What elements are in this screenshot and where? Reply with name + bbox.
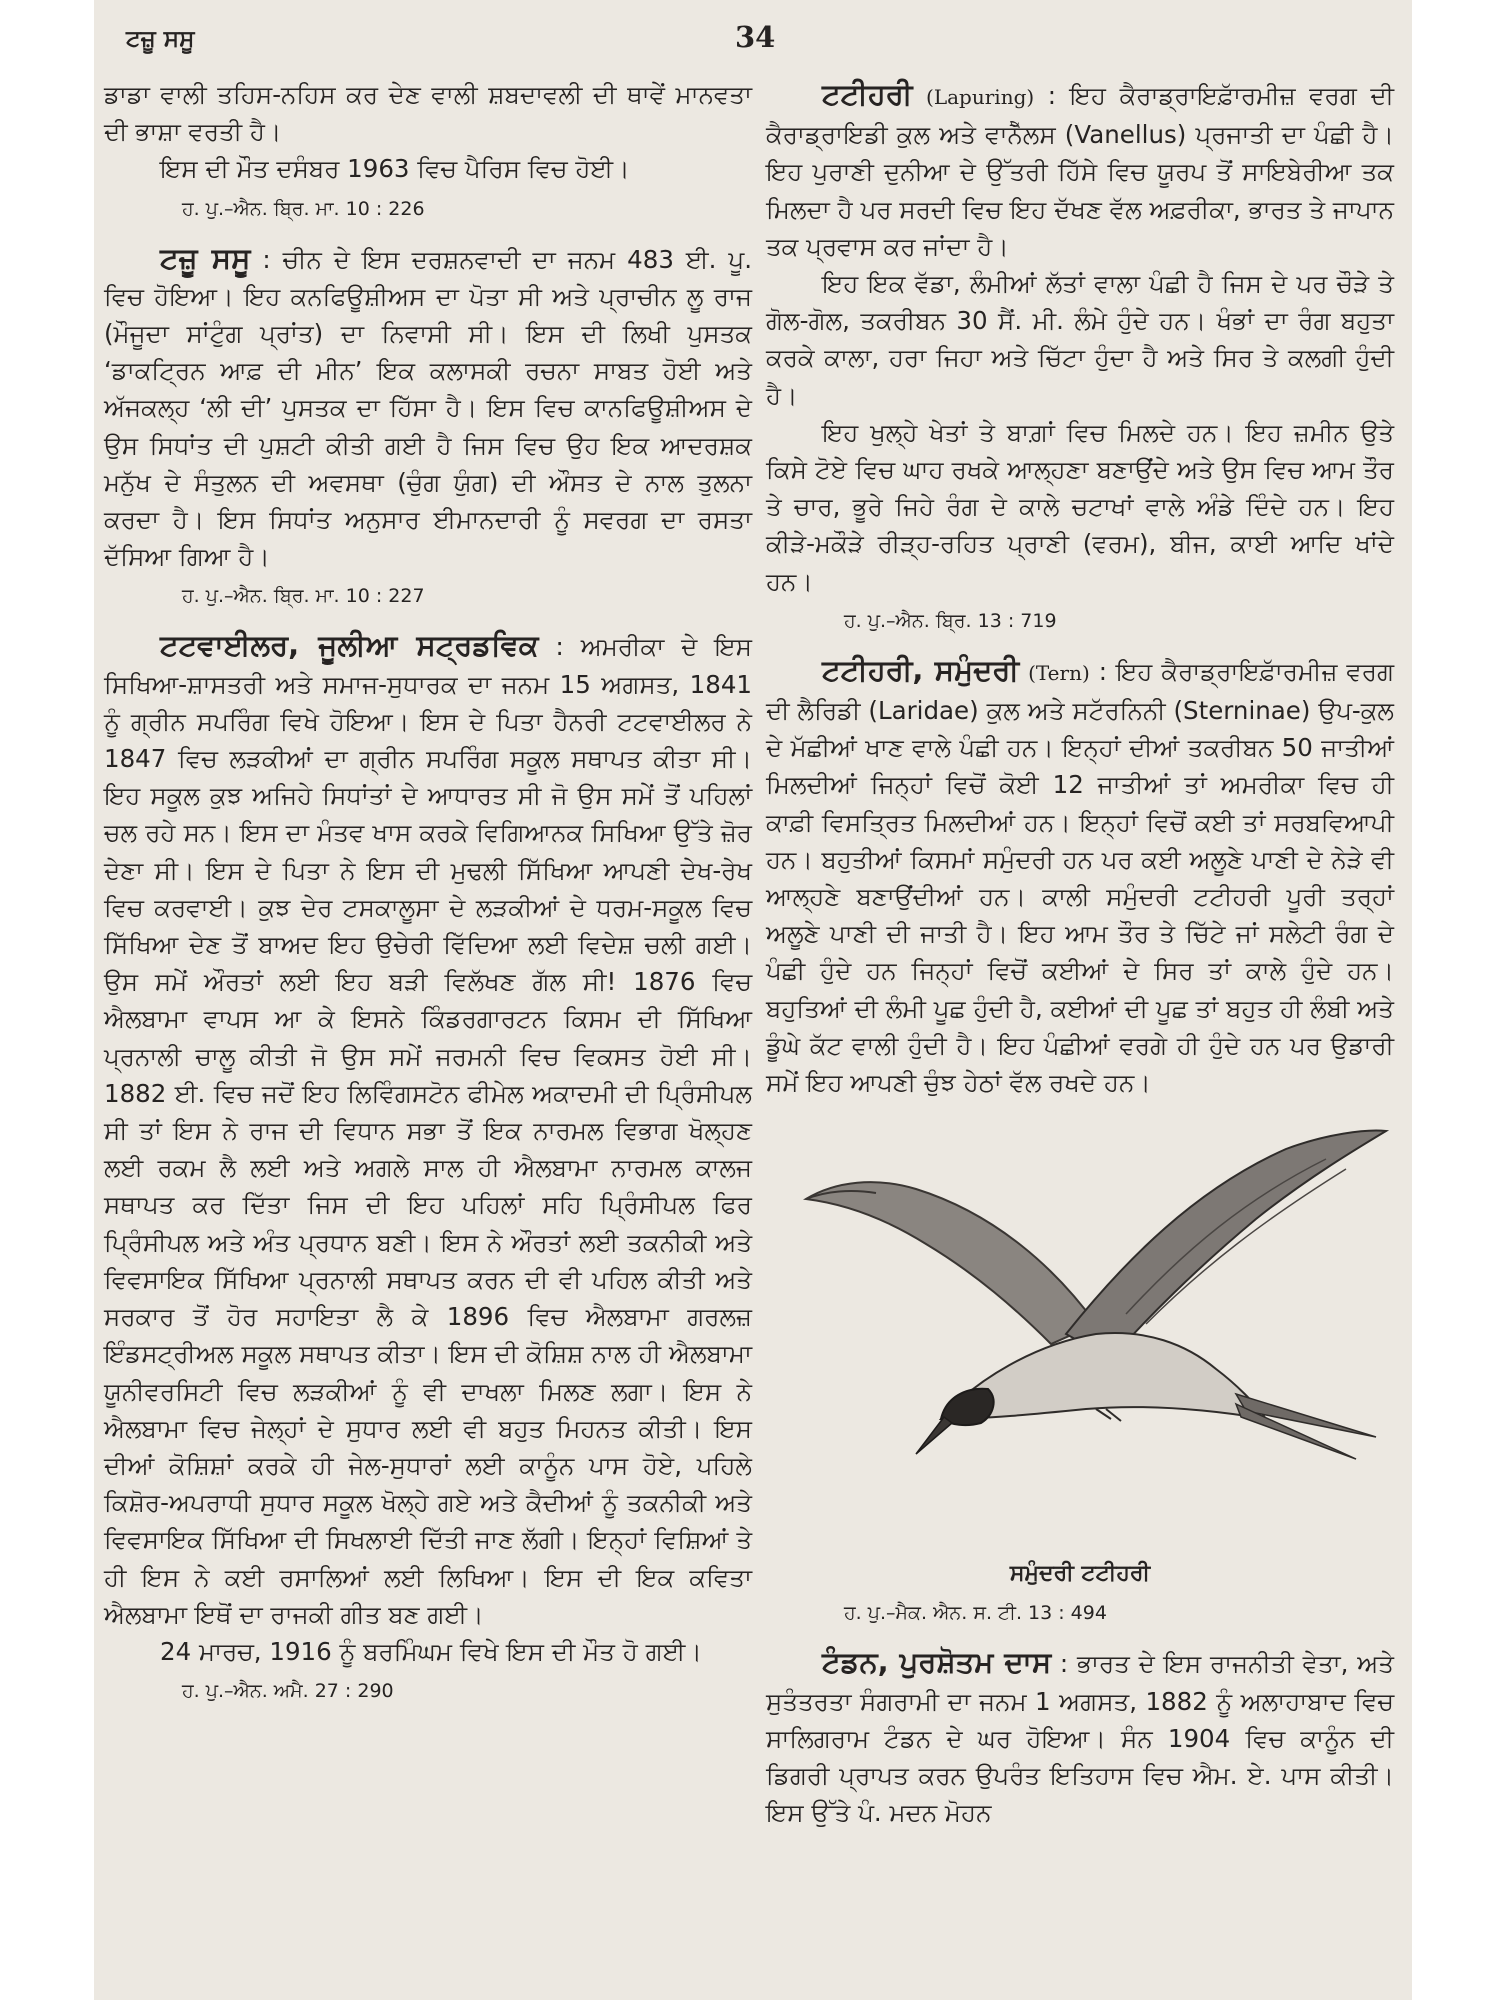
entry-body: : ਇਹ ਕੈਰਾਡ੍ਰਾਇਫ਼ਾੱਰਮੀਜ਼ ਵਰਗ ਦੀ ਲੈਰਿਡੀ (Laridae) ਕੁਲ ਅਤੇ ਸਟੱਰਨਿਨੀ (Sterninae) ਉਪ-ਕੁਲ ਦੇ ਮੱਛੀਆਂ ਖਾਣ ਵਾਲੇ ਪੰਛੀ ਹਨ। ਇਨ੍ਹਾਂ ਦੀਆਂ ਤਕਰੀਬਨ 50 ਜਾਤੀਆਂ ਮਿਲਦੀਆਂ ਜਿਨ੍ਹਾਂ ਵਿਚੋਂ ਕੋਈ 12 ਜਾਤੀਆਂ ਤਾਂ ਅਮਰੀਕਾ ਵਿਚ ਹੀ ਕਾਫ਼ੀ ਵਿਸਤ੍ਰਿਤ ਮਿਲਦੀਆਂ ਹਨ। ਇਨ੍ਹਾਂ ਵਿਚੋਂ ਕਈ ਤਾਂ ਸਰਬਵਿਆਪੀ ਹਨ। ਬਹੁਤੀਆਂ ਕਿਸਮਾਂ ਸਮੁੰਦਰੀ ਹਨ ਪਰ ਕਈ ਅਲੂਣੇ ਪਾਣੀ ਦੇ ਨੇੜੇ ਵੀ ਆਲ੍ਹਣੇ ਬਣਾਉਂਦੀਆਂ ਹਨ। ਕਾਲੀ ਸਮੁੰਦਰੀ ਟਟੀਹਰੀ ਪੂਰੀ ਤਰ੍ਹਾਂ ਅਲੂਣੇ ਪਾਣੀ ਦੀ ਜਾਤੀ ਹੈ। ਇਹ ਆਮ ਤੌਰ ਤੇ ਚਿੱਟੇ ਜਾਂ ਸਲੇਟੀ ਰੰਗ ਦੇ ਪੰਛੀ ਹੁੰਦੇ ਹਨ ਜਿਨ੍ਹਾਂ ਵਿਚੋਂ ਕਈਆਂ ਦੇ ਸਿਰ ਤਾਂ ਕਾਲੇ ਹੁੰਦੇ ਹਨ। ਬਹੁਤਿਆਂ ਦੀ ਲੰਮੀ ਪੂਛ ਹੁੰਦੀ ਹੈ, ਕਈਆਂ ਦੀ ਪੂਛ ਤਾਂ ਬਹੁਤ ਹੀ ਲੰਬੀ ਅਤੇ ਡੂੰਘੇ ਕੱਟ ਵਾਲੀ ਹੁੰਦੀ ਹੈ। ਇਹ ਪੰਛੀਆਂ ਵਰਗੇ ਹੀ ਹੁੰਦੇ ਹਨ ਪਰ ਉਡਾਰੀ ਸਮੇਂ ਇਹ ਆਪਣੀ ਚੁੰਝ ਹੇਠਾਂ ਵੱਲ ਰਖਦੇ ਹਨ। [766, 656, 1394, 1098]
tern-illustration [766, 1119, 1394, 1549]
latin-name: (Tern) [1028, 660, 1090, 685]
right-column [766, 76, 1394, 1832]
reference: ਹ. ਪੁ.–ਐਨ. ਅਮੈ. 27 : 290 [182, 1680, 394, 1703]
figure-caption: ਸਮੁੰਦਰੀ ਟਟੀਹਰੀ [1009, 1561, 1151, 1587]
paragraph: ਇਹ ਇਕ ਵੱਡਾ, ਲੰਮੀਆਂ ਲੱਤਾਂ ਵਾਲਾ ਪੰਛੀ ਹੈ ਜਿਸ ਦੇ ਪਰ ਚੌੜੇ ਤੇ ਗੋਲ-ਗੋਲ, ਤਕਰੀਬਨ 30 ਸੈਂ. ਮੀ. ਲੰਮੇ ਹੁੰਦੇ ਹਨ। ਖੰਭਾਂ ਦਾ ਰੰਗ ਬਹੁਤਾ ਕਰਕੇ ਕਾਲਾ, ਹਰਾ ਜਿਹਾ ਅਤੇ ਚਿੱਟਾ ਹੁੰਦਾ ਹੈ ਅਤੇ ਸਿਰ ਤੇ ਕਲਗੀ ਹੁੰਦੀ ਹੈ। [766, 269, 1394, 410]
paragraph: ਇਸ ਦੀ ਮੌਤ ਦਸੰਬਰ 1963 ਵਿਚ ਪੈਰਿਸ ਵਿਚ ਹੋਈ। [160, 154, 630, 184]
entry-body: : ਚੀਨ ਦੇ ਇਸ ਦਰਸ਼ਨਵਾਦੀ ਦਾ ਜਨਮ 483 ਈ. ਪੂ. ਵਿਚ ਹੋਇਆ। ਇਹ ਕਨਫਿਊਸ਼ੀਅਸ ਦਾ ਪੋਤਾ ਸੀ ਅਤੇ ਪ੍ਰਾਚੀਨ ਲੂ ਰਾਜ (ਮੌਜੂਦਾ ਸਾਂਟੁੰਗ ਪ੍ਰਾਂਤ) ਦਾ ਨਿਵਾਸੀ ਸੀ। ਇਸ ਦੀ ਲਿਖੀ ਪੁਸਤਕ ‘ਡਾਕਟ੍ਰਿਨ ਆਫ਼ ਦੀ ਮੀਨ’ ਇਕ ਕਲਾਸਕੀ ਰਚਨਾ ਸਾਬਤ ਹੋਈ ਅਤੇ ਅੱਜਕਲ੍ਹ ‘ਲੀ ਦੀ’ ਪੁਸਤਕ ਦਾ ਹਿੱਸਾ ਹੈ। ਇਸ ਵਿਚ ਕਾਨਫਿਊਸ਼ੀਅਸ ਦੇ ਉਸ ਸਿਧਾਂਤ ਦੀ ਪੁਸ਼ਟੀ ਕੀਤੀ ਗਈ ਹੈ ਜਿਸ ਵਿਚ ਉਹ ਇਕ ਆਦਰਸ਼ਕ ਮਨੁੱਖ ਦੇ ਸੰਤੁਲਨ ਦੀ ਅਵਸਥਾ (ਚੁੰਗ ਯੁੰਗ) ਦੀ ਔਸਤ ਦੇ ਨਾਲ ਤੁਲਨਾ ਕਰਦਾ ਹੈ। ਇਸ ਸਿਧਾਂਤ ਅਨੁਸਾਰ ਈਮਾਨਦਾਰੀ ਨੂੰ ਸਵਰਗ ਦਾ ਰਸਤਾ ਦੱਸਿਆ ਗਿਆ ਹੈ। [104, 244, 752, 572]
tern-drawing [766, 1119, 1394, 1549]
reference: ਹ. ਪੁ.–ਐਨ. ਬ੍ਰਿ. ਮਾ. 10 : 226 [182, 197, 425, 220]
reference: ਹ. ਪੁ.–ਐਨ. ਬ੍ਰਿ. 13 : 719 [844, 609, 1057, 632]
page-number: 34 [735, 20, 776, 54]
reference: ਹ. ਪੁ.–ਮੈਕ. ਐਨ. ਸ. ਟੀ. 13 : 494 [844, 1602, 1107, 1625]
entry-headword: ਟਜ਼ੂ ਸਸੂ [160, 240, 251, 275]
paragraph: ਡਾਡਾ ਵਾਲੀ ਤਹਿਸ-ਨਹਿਸ ਕਰ ਦੇਣ ਵਾਲੀ ਸ਼ਬਦਾਵਲੀ ਦੀ ਥਾਵੇਂ ਮਾਨਵਤਾ ਦੀ ਭਾਸ਼ਾ ਵਰਤੀ ਹੈ। [104, 80, 752, 147]
entry-body: : ਭਾਰਤ ਦੇ ਇਸ ਰਾਜਨੀਤੀ ਵੇਤਾ, ਅਤੇ ਸੁਤੰਤਰਤਾ ਸੰਗਰਾਮੀ ਦਾ ਜਨਮ 1 ਅਗਸਤ, 1882 ਨੂੰ ਅਲਾਹਾਬਾਦ ਵਿਚ ਸਾਲਿਗਰਾਮ ਟੰਡਨ ਦੇ ਘਰ ਹੋਇਆ। ਸੰਨ 1904 ਵਿਚ ਕਾਨੂੰਨ ਦੀ ਡਿਗਰੀ ਪ੍ਰਾਪਤ ਕਰਨ ਉਪਰੰਤ ਇਤਿਹਾਸ ਵਿਚ ਐਮ. ਏ. ਪਾਸ ਕੀਤੀ। ਇਸ ਉੱਤੇ ਪੰ. ਮਦਨ ਮੋਹਨ [766, 1649, 1394, 1828]
left-column [104, 76, 752, 1722]
paragraph: 24 ਮਾਰਚ, 1916 ਨੂੰ ਬਰਮਿੰਘਮ ਵਿਖੇ ਇਸ ਦੀ ਮੌਤ ਹੋ ਗਈ। [160, 1636, 702, 1666]
entry-tandon [766, 1644, 1394, 1831]
entry-tutwiler [104, 627, 752, 1632]
entry-tzu-ssu [104, 240, 752, 576]
entry-lapwing [766, 76, 1394, 265]
reference: ਹ. ਪੁ.–ਐਨ. ਬ੍ਰਿ. ਮਾ. 10 : 227 [182, 585, 425, 608]
entry-headword: ਟਟਵਾਈਲਰ, ਜੂਲੀਆ ਸਟ੍ਰਡਵਿਕ [160, 628, 539, 663]
entry-tern [766, 652, 1394, 1101]
paragraph: ਇਹ ਖੁਲ੍ਹੇ ਖੇਤਾਂ ਤੇ ਬਾਗ਼ਾਂ ਵਿਚ ਮਿਲਦੇ ਹਨ। ਇਹ ਜ਼ਮੀਨ ਉਤੇ ਕਿਸੇ ਟੋਏ ਵਿਚ ਘਾਹ ਰਖਕੇ ਆਲ੍ਹਣਾ ਬਣਾਉਂਦੇ ਅਤੇ ਉਸ ਵਿਚ ਆਮ ਤੌਰ ਤੇ ਚਾਰ, ਭੂਰੇ ਜਿਹੇ ਰੰਗ ਦੇ ਕਾਲੇ ਚਟਾਖਾਂ ਵਾਲੇ ਅੰਡੇ ਦਿੰਦੇ ਹਨ। ਇਹ ਕੀੜੇ-ਮਕੌੜੇ ਰੀੜ੍ਹ-ਰਹਿਤ ਪ੍ਰਾਣੀ (ਵਰਮ), ਬੀਜ, ਕਾਈ ਆਦਿ ਖਾਂਦੇ ਹਨ। [766, 417, 1394, 596]
entry-headword: ਟਟੀਹਰੀ, ਸਮੁੰਦਰੀ [822, 652, 1020, 687]
entry-body: : ਇਹ ਕੈਰਾਡ੍ਰਾਇਫ਼ਾੱਰਮੀਜ਼ ਵਰਗ ਦੀ ਕੈਰਾਡ੍ਰਾਇਡੀ ਕੁਲ ਅਤੇ ਵਾਨੈੱਲਸ (Vanellus) ਪ੍ਰਜਾਤੀ ਦਾ ਪੰਛੀ ਹੈ। ਇਹ ਪੁਰਾਣੀ ਦੁਨੀਆ ਦੇ ਉੱਤਰੀ ਹਿੱਸੇ ਵਿਚ ਯੂਰਪ ਤੋਂ ਸਾਇਬੇਰੀਆ ਤਕ ਮਿਲਦਾ ਹੈ ਪਰ ਸਰਦੀ ਵਿਚ ਇਹ ਦੱਖਣ ਵੱਲ ਅਫ਼ਰੀਕਾ, ਭਾਰਤ ਤੇ ਜਾਪਾਨ ਤਕ ਪ੍ਰਵਾਸ ਕਰ ਜਾਂਦਾ ਹੈ। [766, 81, 1394, 261]
entry-headword: ਟੰਡਨ, ਪੁਰਸ਼ੋਤਮ ਦਾਸ [822, 1645, 1052, 1680]
latin-name: (Lapuring) [926, 85, 1035, 109]
running-title: ਟਜ਼ੂ ਸਸੂ [126, 26, 195, 52]
entry-headword: ਟਟੀਹਰੀ [822, 77, 913, 111]
entry-body: : ਅਮਰੀਕਾ ਦੇ ਇਸ ਸਿਖਿਆ-ਸ਼ਾਸਤਰੀ ਅਤੇ ਸਮਾਜ-ਸੁਧਾਰਕ ਦਾ ਜਨਮ 15 ਅਗਸਤ, 1841 ਨੂੰ ਗ੍ਰੀਨ ਸਪਰਿੰਗ ਵਿਖੇ ਹੋਇਆ। ਇਸ ਦੇ ਪਿਤਾ ਹੈਨਰੀ ਟਟਵਾਈਲਰ ਨੇ 1847 ਵਿਚ ਲੜਕੀਆਂ ਦਾ ਗ੍ਰੀਨ ਸਪਰਿੰਗ ਸਕੂਲ ਸਥਾਪਤ ਕੀਤਾ ਸੀ। ਇਹ ਸਕੂਲ ਕੁਝ ਅਜਿਹੇ ਸਿਧਾਂਤਾਂ ਦੇ ਆਧਾਰਤ ਸੀ ਜੋ ਉਸ ਸਮੇਂ ਤੋਂ ਪਹਿਲਾਂ ਚਲ ਰਹੇ ਸਨ। ਇਸ ਦਾ ਮੰਤਵ ਖਾਸ ਕਰਕੇ ਵਿਗਿਆਨਕ ਸਿਖਿਆ ਉੱਤੇ ਜ਼ੋਰ ਦੇਣਾ ਸੀ। ਇਸ ਦੇ ਪਿਤਾ ਨੇ ਇਸ ਦੀ ਮੁਢਲੀ ਸਿੱਖਿਆ ਆਪਣੀ ਦੇਖ-ਰੇਖ ਵਿਚ ਕਰਵਾਈ। ਕੁਝ ਦੇਰ ਟਸਕਾਲੂਸਾ ਦੇ ਲੜਕੀਆਂ ਦੇ ਧਰਮ-ਸਕੂਲ ਵਿਚ ਸਿੱਖਿਆ ਦੇਣ ਤੋਂ ਬਾਅਦ ਇਹ ਉਚੇਰੀ ਵਿੱਦਿਆ ਲਈ ਵਿਦੇਸ਼ ਚਲੀ ਗਈ। ਉਸ ਸਮੇਂ ਔਰਤਾਂ ਲਈ ਇਹ ਬੜੀ ਵਿਲੱਖਣ ਗੱਲ ਸੀ! 1876 ਵਿਚ ਐਲਬਾਮਾ ਵਾਪਸ ਆ ਕੇ ਇਸਨੇ ਕਿੰਡਰਗਾਰਟਨ ਕਿਸਮ ਦੀ ਸਿੱਖਿਆ ਪ੍ਰਨਾਲੀ ਚਾਲੂ ਕੀਤੀ ਜੋ ਉਸ ਸਮੇਂ ਜਰਮਨੀ ਵਿਚ ਵਿਕਸਤ ਹੋਈ ਸੀ। 1882 ਈ. ਵਿਚ ਜਦੋਂ ਇਹ ਲਿਵਿੰਗਸਟੋਨ ਫੀਮੇਲ ਅਕਾਦਮੀ ਦੀ ਪ੍ਰਿੰਸੀਪਲ ਸੀ ਤਾਂ ਇਸ ਨੇ ਰਾਜ ਦੀ ਵਿਧਾਨ ਸਭਾ ਤੋਂ ਇਕ ਨਾਰਮਲ ਵਿਭਾਗ ਖੋਲ੍ਹਣ ਲਈ ਰਕਮ ਲੈ ਲਈ ਅਤੇ ਅਗਲੇ ਸਾਲ ਹੀ ਐਲਬਾਮਾ ਨਾਰਮਲ ਕਾਲਜ ਸਥਾਪਤ ਕਰ ਦਿੱਤਾ ਜਿਸ ਦੀ ਇਹ ਪਹਿਲਾਂ ਸਹਿ ਪ੍ਰਿੰਸੀਪਲ ਫਿਰ ਪ੍ਰਿੰਸੀਪਲ ਅਤੇ ਅੰਤ ਪ੍ਰਧਾਨ ਬਣੀ। ਇਸ ਨੇ ਔਰਤਾਂ ਲਈ ਤਕਨੀਕੀ ਅਤੇ ਵਿਵਸਾਇਕ ਸਿੱਖਿਆ ਪ੍ਰਨਾਲੀ ਸਥਾਪਤ ਕਰਨ ਦੀ ਵੀ ਪਹਿਲ ਕੀਤੀ ਅਤੇ ਸਰਕਾਰ ਤੋਂ ਹੋਰ ਸਹਾਇਤਾ ਲੈ ਕੇ 1896 ਵਿਚ ਐਲਬਾਮਾ ਗਰਲਜ਼ ਇੰਡਸਟ੍ਰੀਅਲ ਸਕੂਲ ਸਥਾਪਤ ਕੀਤਾ। ਇਸ ਦੀ ਕੋਸ਼ਿਸ਼ ਨਾਲ ਹੀ ਐਲਬਾਮਾ ਯੂਨੀਵਰਸਿਟੀ ਵਿਚ ਲੜਕੀਆਂ ਨੂੰ ਵੀ ਦਾਖਲਾ ਮਿਲਣ ਲਗਾ। ਇਸ ਨੇ ਐਲਬਾਮਾ ਵਿਚ ਜੇਲ੍ਹਾਂ ਦੇ ਸੁਧਾਰ ਲਈ ਵੀ ਬਹੁਤ ਮਿਹਨਤ ਕੀਤੀ। ਇਸ ਦੀਆਂ ਕੋਸ਼ਿਸ਼ਾਂ ਕਰਕੇ ਹੀ ਜੇਲ-ਸੁਧਾਰਾਂ ਲਈ ਕਾਨੂੰਨ ਪਾਸ ਹੋਏ, ਪਹਿਲੇ ਕਿਸ਼ੋਰ-ਅਪਰਾਧੀ ਸੁਧਾਰ ਸਕੂਲ ਖੋਲ੍ਹੇ ਗਏ ਅਤੇ ਕੈਦੀਆਂ ਨੂੰ ਤਕਨੀਕੀ ਅਤੇ ਵਿਵਸਾਇਕ ਸਿੱਖਿਆ ਦੀ ਸਿਖਲਾਈ ਦਿੱਤੀ ਜਾਣ ਲੱਗੀ। ਇਨ੍ਹਾਂ ਵਿਸ਼ਿਆਂ ਤੇ ਹੀ ਇਸ ਨੇ ਕਈ ਰਸਾਲਿਆਂ ਲਈ ਲਿਖਿਆ। ਇਸ ਦੀ ਇਕ ਕਵਿਤਾ ਐਲਬਾਮਾ ਇਥੋਂ ਦਾ ਰਾਜਕੀ ਗੀਤ ਬਣ ਗਈ। [104, 632, 752, 1629]
